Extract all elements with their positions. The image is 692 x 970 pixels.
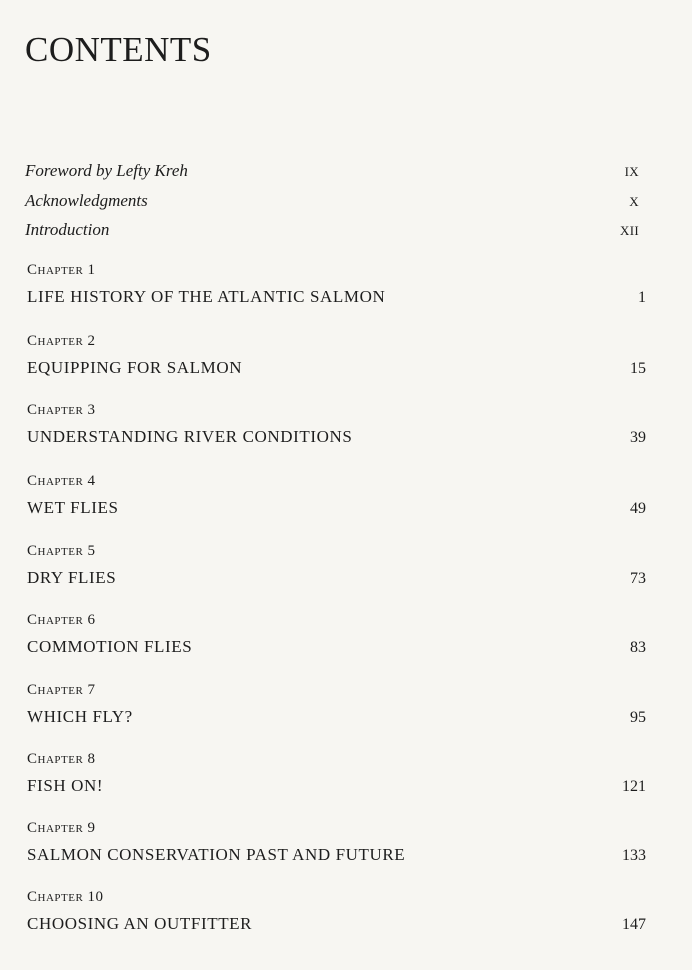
chapter-title: WHICH FLY?: [27, 707, 133, 726]
entry-title: Foreword by Lefty Kreh: [25, 161, 188, 180]
chapter-number: Chapter 7: [27, 682, 96, 698]
chapter-entry[interactable]: [27, 262, 646, 307]
page-number: 73: [630, 570, 646, 587]
chapter-title: SALMON CONSERVATION PAST AND FUTURE: [27, 845, 406, 864]
chapter-entry[interactable]: [27, 543, 646, 588]
chapter-entry[interactable]: [27, 682, 646, 727]
chapter-title: CHOOSING AN OUTFITTER: [27, 914, 253, 933]
chapter-number: Chapter 10: [27, 889, 104, 905]
page-title: CONTENTS: [25, 30, 212, 69]
page-number: 49: [630, 500, 646, 517]
chapter-entry[interactable]: [27, 820, 646, 865]
chapter-entry[interactable]: [27, 402, 646, 447]
chapter-title: WET FLIES: [27, 498, 119, 517]
entry-title: Introduction: [25, 220, 110, 239]
front-matter-entry[interactable]: [25, 220, 639, 240]
page-number: 39: [630, 429, 646, 446]
chapter-entry[interactable]: [27, 751, 646, 796]
page-number: 121: [622, 778, 646, 795]
page-number: 95: [630, 709, 646, 726]
chapter-title: LIFE HISTORY OF THE ATLANTIC SALMON: [27, 287, 386, 306]
entry-title: Acknowledgments: [25, 191, 148, 210]
chapter-entry[interactable]: [27, 612, 646, 657]
page-number: 1: [638, 289, 646, 306]
page-number: 133: [622, 847, 646, 864]
page-number: IX: [624, 164, 639, 179]
page-number: XII: [620, 223, 639, 238]
chapter-number: Chapter 2: [27, 333, 96, 349]
chapter-entry[interactable]: [27, 889, 646, 934]
front-matter-entry[interactable]: [25, 191, 639, 211]
chapter-title: UNDERSTANDING RIVER CONDITIONS: [27, 427, 353, 446]
chapter-number: Chapter 3: [27, 402, 96, 418]
chapter-number: Chapter 1: [27, 262, 96, 278]
page-number: 15: [630, 360, 646, 377]
chapter-number: Chapter 4: [27, 473, 96, 489]
chapter-title: DRY FLIES: [27, 568, 117, 587]
chapter-title: EQUIPPING FOR SALMON: [27, 358, 243, 377]
chapter-number: Chapter 8: [27, 751, 96, 767]
page-number: X: [629, 194, 639, 209]
chapter-number: Chapter 9: [27, 820, 96, 836]
front-matter-entry[interactable]: [25, 161, 639, 181]
page-number: 147: [622, 916, 646, 933]
chapter-entry[interactable]: [27, 473, 646, 518]
chapter-title: FISH ON!: [27, 776, 104, 795]
chapter-number: Chapter 6: [27, 612, 96, 628]
page-number: 83: [630, 639, 646, 656]
chapter-entry[interactable]: [27, 333, 646, 378]
chapter-title: COMMOTION FLIES: [27, 637, 193, 656]
chapter-number: Chapter 5: [27, 543, 96, 559]
